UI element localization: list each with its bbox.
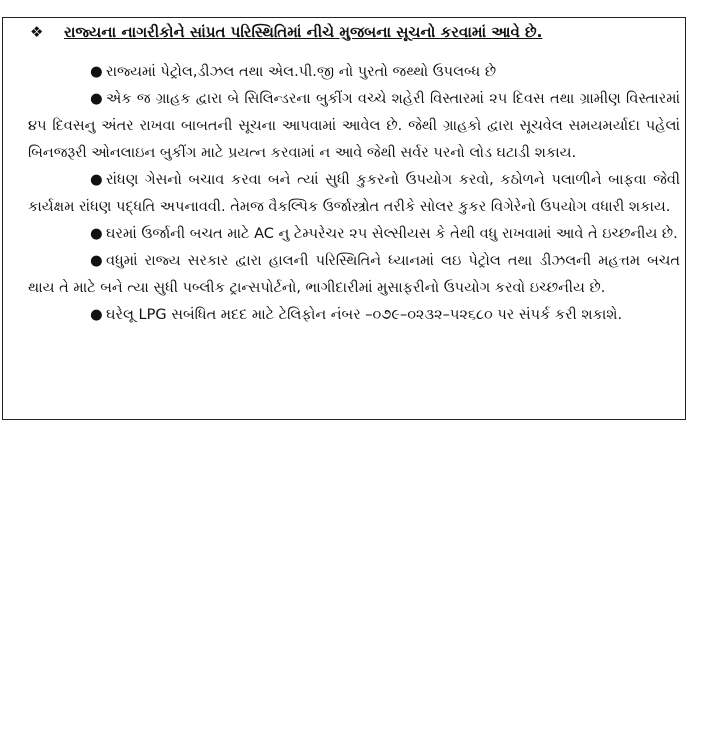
bullet-icon: ●	[90, 64, 103, 80]
list-item-text: ઘરેલૂ LPG સબંધિત મદદ માટે ટેલિફોન નંબર –૦૭૯–૦૨૩૨–૫૨૬૮૦ પર સંપર્ક કરી શકાશે.	[106, 307, 623, 323]
bullet-icon: ●	[90, 226, 103, 242]
bullet-icon: ●	[90, 307, 103, 323]
bullet-icon: ●	[90, 253, 103, 269]
bullet-icon: ●	[90, 172, 103, 188]
list-item	[28, 221, 680, 248]
list-item-text: એક જ ગ્રાહક દ્વારા બે સિલિન્ડરના બુકીંગ વચ્ચે શહેરી વિસ્તારમાં ૨૫ દિવસ તથા ગ્રામીણ વિસ્તારમાં ૪૫ દિવસનુ અંતર રાખવા બાબતની સૂચના આપવામાં આવેલ છે. જેથી ગ્રાહકો દ્વારા સૂચવેલ સમયમર્યાદા પહેલાં બિનજરૂરી ઓનલાઇન બુકીંગ માટે પ્રયત્ન કરવામાં ન આવે જેથી સર્વર પરનો લોડ ઘટાડી શકાય.	[28, 91, 680, 161]
list-item	[28, 302, 680, 329]
notice-heading	[30, 20, 542, 44]
notice-title: રાજ્યના નાગરીકોને સાંપ્રત પરિસ્થિતિમાં નીચે મુજબના સૂચનો કરવામાં આવે છે.	[64, 23, 543, 41]
advisory-list	[28, 59, 680, 329]
list-item	[28, 59, 680, 86]
list-item-text: વધુમાં રાજ્ય સરકાર દ્વારા હાલની પરિસ્થિતિને ધ્યાનમાં લઇ પેટ્રોલ તથા ડીઝલની મહત્તમ બચત થાય તે માટે બને ત્યા સુધી પબ્લીક ટ્રાન્સપોર્ટનો, ભાગીદારીમાં મુસાફરીનો ઉપયોગ કરવો ઇચ્છનીય છે.	[28, 253, 680, 296]
diamond-star-bullet-icon: ❖	[30, 23, 44, 41]
list-item	[28, 86, 680, 167]
list-item	[28, 248, 680, 302]
list-item-text: ઘરમાં ઉર્જાની બચત માટે AC નુ ટેમ્પરેચર ૨૫ સેલ્સીયસ કે તેથી વધુ રાખવામાં આવે તે ઇચ્છનીય છે.	[106, 226, 678, 242]
list-item-text: રાંધણ ગેસનો બચાવ કરવા બને ત્યાં સુધી કુકરનો ઉપયોગ કરવો, કઠોળને પલાળીને બાફવા જેવી કાર્યક્ષમ રાંધણ પદ્ધતિ અપનાવવી. તેમજ વૈકલ્પિક ઉર્જાસ્ત્રોત તરીકે સોલર કુકર વિગેરેનો ઉપયોગ વધારી શકાય.	[28, 172, 680, 215]
list-item-text: રાજ્યમાં પેટ્રોલ,ડીઝલ તથા એલ.પી.જી નો પુરતો જથ્થો ઉપલબ્ધ છે	[106, 64, 497, 80]
bullet-icon: ●	[90, 91, 103, 107]
list-item	[28, 167, 680, 221]
